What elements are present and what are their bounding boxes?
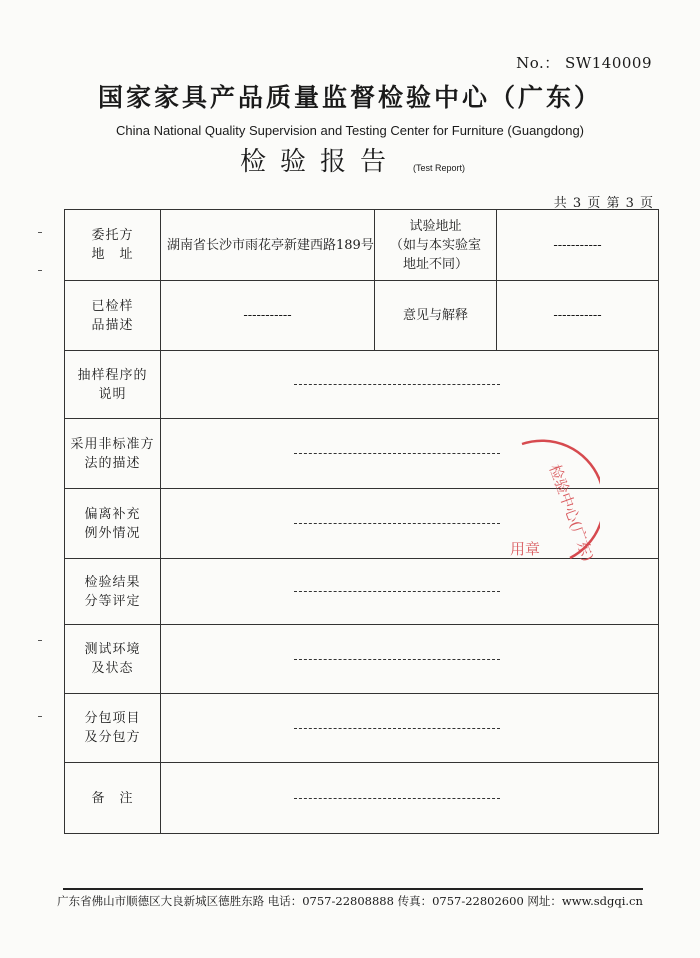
client-address-row	[65, 210, 659, 281]
label-line-2: 分等评定	[84, 593, 141, 609]
seal-text-upper: 检验中心(广东)	[545, 462, 598, 564]
label-line-2: 及状态	[91, 661, 134, 676]
label-line-1: 测试环境	[84, 642, 141, 657]
scan-mark	[38, 640, 42, 641]
label-line-1: 分包项目	[84, 711, 141, 726]
page-info: 共 3 页 第 3 页	[553, 196, 654, 211]
label-line-1: 已检样	[91, 298, 134, 314]
label-line-2: 说明	[98, 386, 127, 402]
scan-mark	[38, 232, 42, 233]
blank-dash-line	[294, 798, 500, 799]
sample-description-row	[65, 281, 659, 351]
label-line-1: 偏离补充	[84, 506, 141, 522]
blank-dash-line	[294, 453, 500, 454]
label-line-1: 检验结果	[84, 574, 141, 590]
footer-contact-info: 广东省佛山市顺德区大良新城区德胜东路 电话：0757-22808888 传真：0757-22802600 网址：www.sdgqi.cn	[57, 894, 643, 908]
seal-text-lower: 用章	[510, 540, 541, 558]
label-line-1: 采用非标准方	[70, 436, 155, 452]
label-line-1: 备 注	[91, 790, 134, 806]
sample-description-value: -----------	[161, 281, 375, 351]
table-row	[65, 351, 659, 419]
table-row	[65, 763, 659, 834]
row-value-blank	[161, 625, 659, 694]
test-address-value: -----------	[497, 210, 659, 281]
label-line-3: 地址不同）	[402, 256, 468, 272]
label-line-1: 抽样程序的	[77, 367, 148, 383]
blank-dash-line	[294, 659, 500, 660]
row-label	[65, 625, 161, 694]
org-title-cn: 国家家具产品质量监督检验中心（广东）	[97, 83, 602, 112]
label-line-2: （如与本实验室	[389, 237, 481, 253]
row-value-blank	[161, 694, 659, 763]
table-row	[65, 694, 659, 763]
row-value-blank	[161, 763, 659, 834]
test-address-label	[375, 210, 497, 281]
label-line-2: 例外情况	[84, 525, 141, 541]
client-address-value: 湖南省长沙市雨花亭新建西路189号	[161, 210, 375, 281]
row-value-blank	[161, 351, 659, 419]
row-label	[65, 419, 161, 489]
org-title-en: China National Quality Supervision and Testing Center for Furniture (Guangdong)	[115, 123, 585, 138]
label-line-2: 地 址	[91, 247, 134, 262]
row-label	[65, 489, 161, 559]
blank-dash-line	[294, 384, 500, 385]
opinion-label: 意见与解释	[375, 281, 497, 351]
document-title: 检验报告	[240, 147, 401, 177]
row-label	[65, 694, 161, 763]
label-line-2: 品描述	[91, 317, 134, 333]
seal-stamp	[470, 430, 600, 580]
label-line-1: 委托方	[91, 228, 134, 243]
sample-description-label	[65, 281, 161, 351]
label-line-1: 试验地址	[409, 218, 462, 234]
blank-dash-line	[294, 523, 500, 524]
label-line-2: 及分包方	[84, 730, 141, 745]
row-label	[65, 351, 161, 419]
row-label	[65, 559, 161, 625]
blank-dash-line	[294, 728, 500, 729]
scan-mark	[38, 716, 42, 717]
client-address-label	[65, 210, 161, 281]
report-number: No.： SW140009	[516, 54, 652, 72]
blank-dash-line	[294, 591, 500, 592]
opinion-value: -----------	[497, 281, 659, 351]
label-line-2: 法的描述	[84, 455, 141, 471]
table-row	[65, 625, 659, 694]
footer-divider	[63, 888, 643, 890]
row-label	[65, 763, 161, 834]
document-title-en: (Test Report)	[413, 163, 466, 173]
scan-mark	[38, 270, 42, 271]
